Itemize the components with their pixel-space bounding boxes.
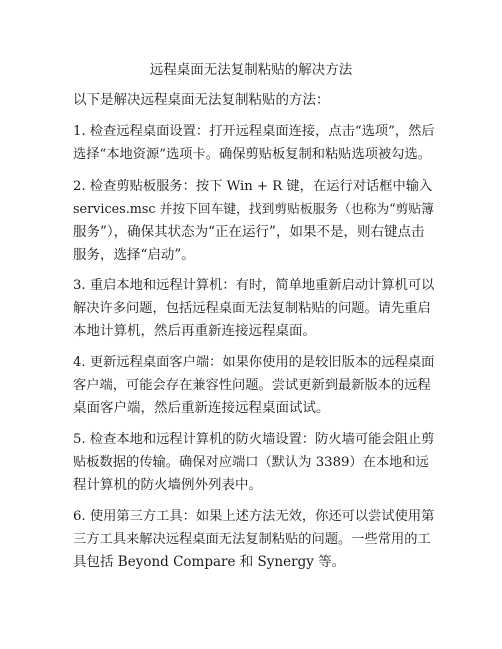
step-5-line-3: 程计算机的防火墙例外列表中。 <box>73 477 262 493</box>
step-5-line-1: 5. 检查本地和远程计算机的防火墙设置：防火墙可能会阻止剪 <box>73 432 435 447</box>
step-2-line-1: 2. 检查剪贴板服务：按下 Win + R 键，在运行对话框中输入 <box>73 179 433 194</box>
step-4-line-3: 桌面客户端，然后重新连接远程桌面试试。 <box>73 400 330 416</box>
step-2-paragraph <box>73 176 435 266</box>
step-6-line-3: 具包括 Beyond Compare 和 Synergy 等。 <box>73 554 346 570</box>
step-3-line-3: 本地计算机，然后再重新连接远程桌面。 <box>73 323 316 339</box>
step-3-line-1: 3. 重启本地和远程计算机：有时，简单地重新启动计算机可以 <box>73 278 435 293</box>
step-6-line-1: 6. 使用第三方工具：如果上述方法无效，你还可以尝试使用第 <box>73 509 435 524</box>
step-6-line-2: 三方工具来解决远程桌面无法复制粘贴的问题。一些常用的工 <box>73 531 431 547</box>
step-3-line-2: 解决许多问题，包括远程桌面无法复制粘贴的问题。请先重启 <box>73 300 431 316</box>
intro-line: 以下是解决远程桌面无法复制粘贴的方法： <box>73 92 330 108</box>
step-4-paragraph <box>73 352 435 420</box>
step-5-paragraph <box>73 429 435 497</box>
step-2-line-3: 服务”），确保其状态为“正在运行”，如果不是，则右键点击 <box>73 224 425 240</box>
step-5-line-2: 贴板数据的传输。确保对应端口（默认为 3389）在本地和远 <box>73 454 429 470</box>
step-1-line-2: 选择“本地资源”选项卡。确保剪贴板复制和粘贴选项被勾选。 <box>73 146 432 162</box>
step-3-paragraph <box>73 275 435 343</box>
step-1-line-1: 1. 检查远程桌面设置：打开远程桌面连接，点击“选项”，然后 <box>73 124 435 139</box>
document-title: 远程桌面无法复制粘贴的解决方法 <box>149 62 353 78</box>
step-4-line-1: 4. 更新远程桌面客户端：如果你使用的是较旧版本的远程桌面 <box>73 355 435 370</box>
step-4-line-2: 客户端，可能会存在兼容性问题。尝试更新到最新版本的远程 <box>73 377 431 393</box>
step-1-paragraph <box>73 121 435 166</box>
intro-paragraph <box>73 89 435 112</box>
step-6-paragraph <box>73 506 435 574</box>
step-2-line-4: 服务，选择“启动”。 <box>73 246 195 263</box>
step-2-line-2: services.msc 并按下回车键，找到剪贴板服务（也称为“剪贴簿 <box>73 201 434 217</box>
